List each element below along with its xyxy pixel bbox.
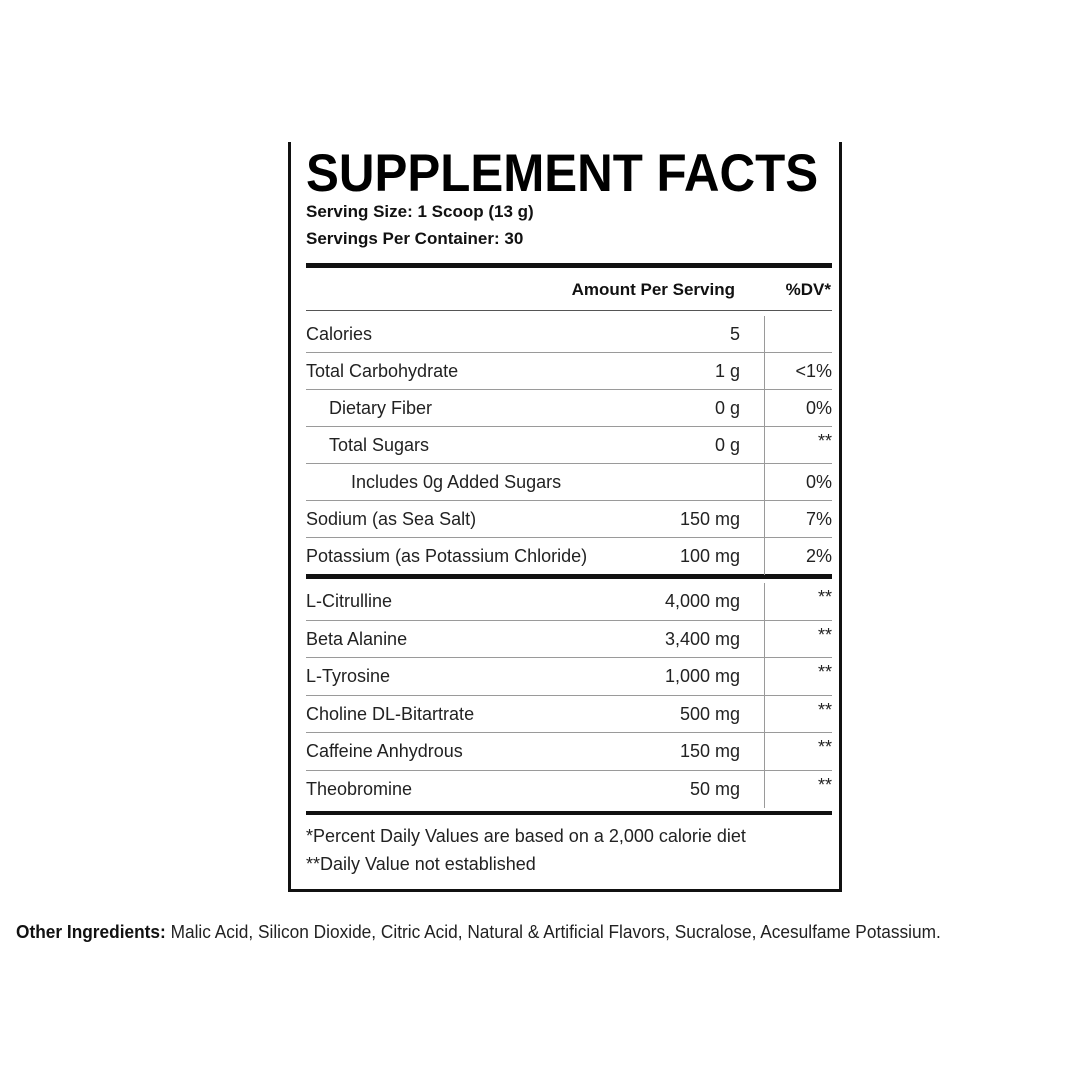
ingredient-row	[306, 696, 832, 733]
ingredient-name: Theobromine	[306, 778, 413, 799]
footnote-percent-dv: *Percent Daily Values are based on a 2,000 calorie diet	[306, 826, 746, 846]
header-amount-per-serving: Amount Per Serving	[571, 280, 735, 299]
ingredient-dv: **	[817, 774, 832, 795]
nutrient-amount: 1 g	[714, 361, 740, 381]
ingredient-name: Choline DL-Bitartrate	[306, 703, 475, 724]
ingredient-amount: 500 mg	[679, 703, 740, 724]
thick-rule-bottom	[306, 811, 832, 815]
column-divider	[764, 658, 765, 695]
nutrient-amount: 100 mg	[679, 546, 740, 566]
nutrient-dv: 7%	[805, 509, 832, 529]
supplement-facts-panel	[288, 142, 842, 892]
column-divider	[764, 316, 765, 353]
ingredient-name: Caffeine Anhydrous	[306, 741, 463, 761]
nutrient-row	[306, 316, 832, 353]
header-dv: %DV*	[785, 280, 831, 299]
nutrient-amount: 0 g	[714, 398, 740, 418]
facts-title: SUPPLEMENT FACTS	[306, 144, 819, 203]
ingredient-dv: **	[817, 737, 832, 757]
ingredient-name: Beta Alanine	[306, 628, 408, 649]
ingredient-name: L-Tyrosine	[306, 666, 391, 686]
nutrient-dv: **	[817, 431, 832, 451]
ingredient-row	[306, 621, 832, 658]
nutrient-name: Includes 0g Added Sugars	[351, 472, 562, 492]
nutrient-row	[306, 353, 832, 390]
nutrient-row	[306, 390, 832, 427]
nutrient-name: Dietary Fiber	[329, 398, 433, 418]
nutrient-name: Calories	[306, 324, 373, 344]
ingredient-row	[306, 583, 832, 620]
nutrient-dv: 0%	[805, 472, 832, 492]
column-divider	[764, 390, 765, 427]
nutrient-name: Sodium (as Sea Salt)	[306, 509, 477, 529]
column-divider	[764, 583, 765, 620]
nutrient-amount: 0 g	[714, 435, 740, 455]
ingredient-amount: 3,400 mg	[664, 628, 740, 649]
footnote-not-established: **Daily Value not established	[306, 854, 536, 874]
ingredient-dv: **	[817, 662, 832, 682]
column-divider	[764, 538, 765, 575]
nutrient-row	[306, 427, 832, 464]
nutrient-amount: 5	[729, 324, 740, 344]
column-divider	[764, 733, 765, 770]
serving-size: Serving Size: 1 Scoop (13 g)	[306, 202, 534, 221]
ingredient-row	[306, 658, 832, 695]
nutrient-row	[306, 464, 832, 501]
column-divider	[764, 427, 765, 464]
ingredient-amount: 50 mg	[689, 778, 740, 799]
column-divider	[764, 621, 765, 658]
column-divider	[764, 696, 765, 733]
ingredient-amount: 1,000 mg	[664, 666, 740, 686]
other-ingredients-text: Malic Acid, Silicon Dioxide, Citric Acid, Natural & Artificial Flavors, Sucralose, Acesulfame Potassium.	[165, 922, 941, 942]
nutrient-row	[306, 501, 832, 538]
ingredient-dv: **	[817, 587, 832, 607]
column-divider	[764, 464, 765, 501]
header-rule	[306, 310, 832, 311]
ingredient-amount: 150 mg	[679, 741, 740, 761]
nutrient-dv: 0%	[805, 398, 832, 418]
ingredient-row	[306, 733, 832, 770]
column-divider	[764, 353, 765, 390]
nutrient-amount: 150 mg	[679, 509, 740, 529]
other-ingredients	[16, 922, 941, 943]
other-ingredients-label: Other Ingredients:	[16, 922, 166, 942]
nutrient-dv: <1%	[795, 361, 832, 381]
ingredient-amount: 4,000 mg	[664, 591, 740, 611]
servings-per-container: Servings Per Container: 30	[306, 229, 524, 248]
column-divider	[764, 501, 765, 538]
nutrient-row	[306, 538, 832, 575]
thick-rule-top	[306, 263, 832, 268]
nutrient-name: Total Sugars	[329, 435, 430, 455]
nutrient-name: Potassium (as Potassium Chloride)	[306, 546, 588, 566]
ingredient-dv: **	[817, 699, 832, 720]
ingredient-name: L-Citrulline	[306, 591, 393, 611]
ingredient-dv: **	[817, 624, 832, 645]
nutrient-dv: 2%	[805, 546, 832, 566]
nutrient-name: Total Carbohydrate	[306, 361, 459, 381]
ingredient-row	[306, 771, 832, 808]
column-divider	[764, 771, 765, 808]
